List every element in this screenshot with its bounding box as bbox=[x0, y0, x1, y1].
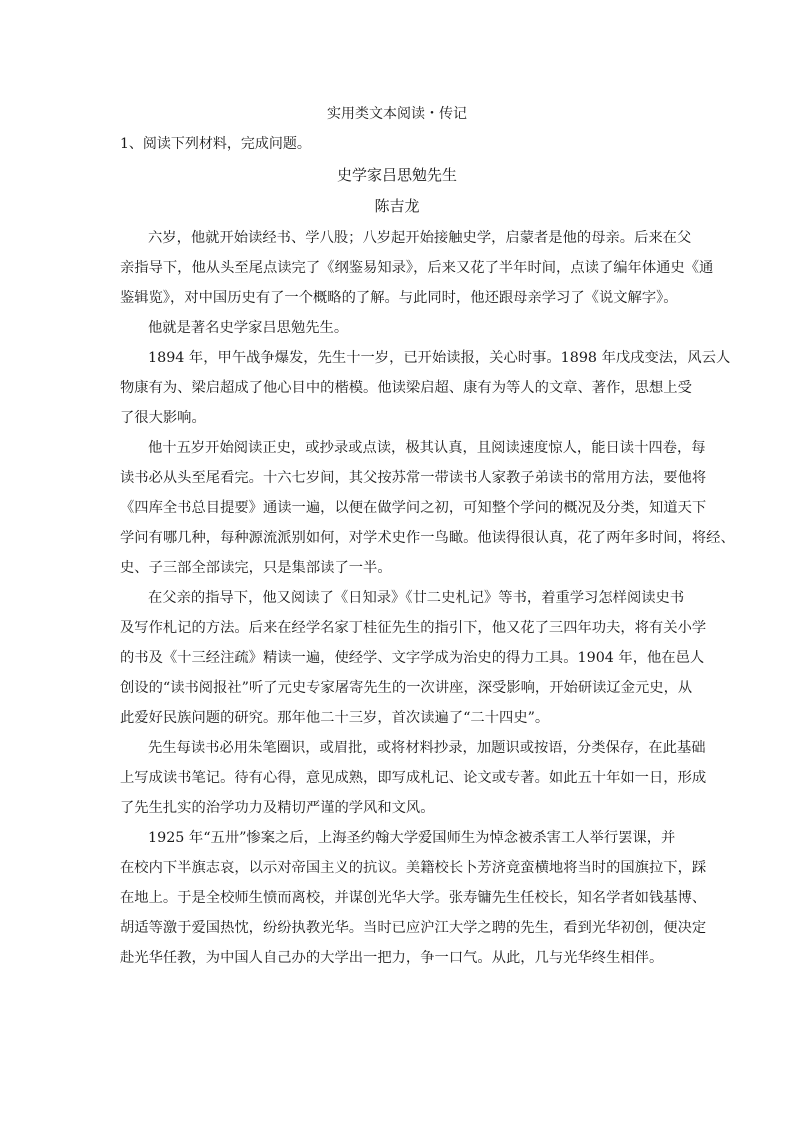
paragraph-line: 先生每读书必用朱笔圈识，或眉批，或将材料抄录，加题识或按语，分类保存，在此基础 bbox=[148, 740, 706, 756]
paragraph-line: 的书及《十三经注疏》精读一遍，使经学、文字学成为治史的得力工具。1904 年，他在邑人 bbox=[120, 650, 705, 666]
paragraph-line: 六岁，他就开始读经书、学八股；八岁起开始接触史学，启蒙者是他的母亲。后来在父 bbox=[148, 230, 692, 246]
article-author: 陈吉龙 bbox=[374, 197, 420, 215]
paragraph-line: 《四库全书总目提要》通读一遍，以便在做学问之初，可知整个学问的概况及分类，知道天下 bbox=[120, 500, 707, 516]
question-prompt: 1、阅读下列材料，完成问题。 bbox=[120, 136, 311, 152]
paragraph-line: 亲指导下，他从头至尾点读完了《纲鉴易知录》，后来又花了半年时间，点读了编年体通史《通 bbox=[120, 260, 714, 276]
paragraph-line: 1894 年，甲午战争爆发，先生十一岁，已开始读报，关心时事。1898 年戊戌变法，风云人 bbox=[148, 350, 731, 366]
paragraph-line: 在校内下半旗志哀，以示对帝国主义的抗议。美籍校长卜芳济竟蛮横地将当时的国旗拉下，踩 bbox=[120, 860, 707, 876]
paragraph-line: 1925 年“五卅”惨案之后，上海圣约翰大学爱国师生为悼念被杀害工人举行罢课，并 bbox=[148, 830, 676, 846]
paragraph-line: 史、子三部全部读完，只是集部读了一半。 bbox=[120, 560, 392, 576]
paragraph-line: 了很大影响。 bbox=[120, 410, 206, 426]
paragraph-line: 他就是著名史学家吕思勉先生。 bbox=[148, 320, 349, 336]
paragraph-line: 鉴辑览》，对中国历史有了一个概略的了解。与此同时，他还跟母亲学习了《说文解字》。 bbox=[120, 290, 678, 306]
paragraph-line: 在地上。于是全校师生愤而离校，并谋创光华大学。张寿镛先生任校长，知名学者如钱基博、 bbox=[120, 890, 707, 906]
paragraph-line: 在父亲的指导下，他又阅读了《日知录》《廿二史札记》等书，着重学习怎样阅读史书 bbox=[148, 590, 685, 606]
paragraph-line: 物康有为、梁启超成了他心目中的楷模。他读梁启超、康有为等人的文章、著作，思想上受 bbox=[120, 380, 692, 396]
paragraph-line: 读书必从头至尾看完。十六七岁间，其父按苏常一带读书人家教子弟读书的常用方法，要他将 bbox=[120, 470, 707, 486]
article-title: 史学家吕思勉先生 bbox=[336, 166, 457, 184]
paragraph-line: 胡适等激于爱国热忱，纷纷执教光华。当时已应沪江大学之聘的先生，看到光华初创，便决定 bbox=[120, 920, 707, 936]
paragraph-line: 此爱好民族问题的研究。那年他二十三岁，首次读遍了“二十四史”。 bbox=[120, 710, 550, 726]
paragraph-line: 他十五岁开始阅读正史，或抄录或点读，极其认真，且阅读速度惊人，能日读十四卷，每 bbox=[148, 440, 706, 456]
paragraph-line: 学问有哪几种，每种源流派别如何，对学术史作一鸟瞰。他读得很认真，花了两年多时间，将经、 bbox=[120, 530, 735, 546]
paragraph-line: 赴光华任教，为中国人自己办的大学出一把力，争一口气。从此，几与光华终生相伴。 bbox=[120, 950, 664, 966]
paragraph-line: 了先生扎实的治学功力及精切严谨的学风和文风。 bbox=[120, 800, 435, 816]
paragraph-line: 及写作札记的方法。后来在经学名家丁桂征先生的指引下，他又花了三四年功夫，将有关小学 bbox=[120, 620, 707, 636]
paragraph-line: 上写成读书笔记。待有心得，意见成熟，即写成札记、论文或专著。如此五十年如一日，形成 bbox=[120, 770, 707, 786]
document-title: 实用类文本阅读・传记 bbox=[327, 106, 467, 122]
paragraph-line: 创设的“读书阅报社”听了元史专家屠寄先生的一次讲座，深受影响，开始研读辽金元史，从 bbox=[120, 680, 693, 696]
